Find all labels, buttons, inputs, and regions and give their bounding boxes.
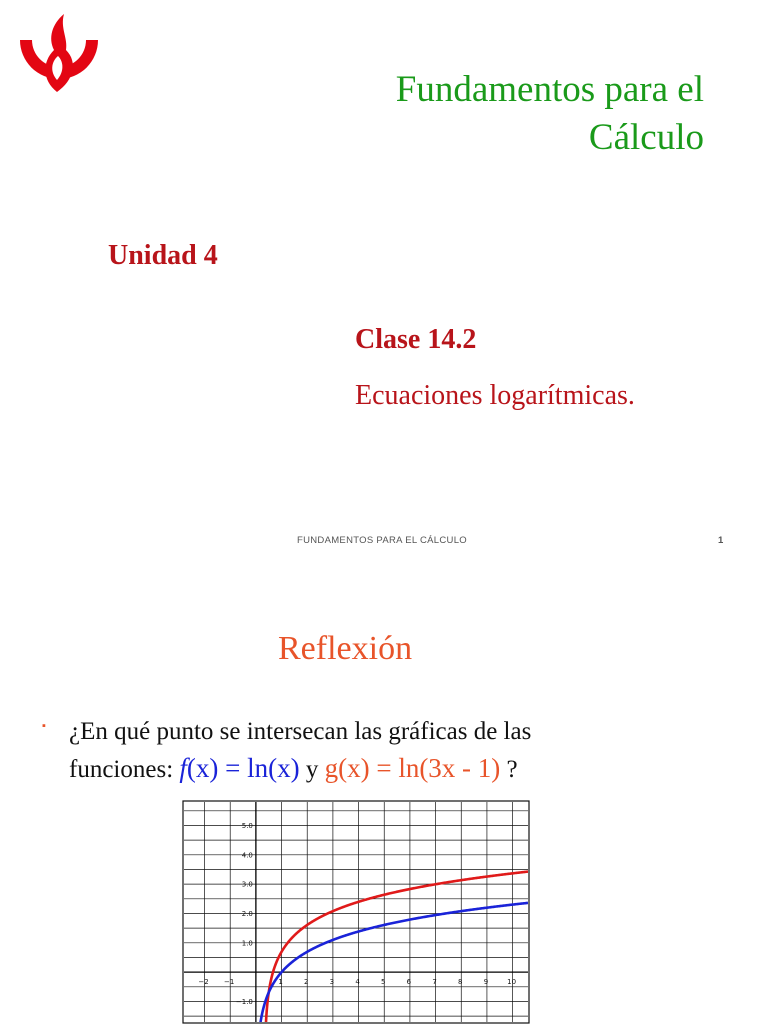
f-function-name: f [179, 753, 187, 783]
question-text [69, 714, 749, 788]
x-tick-label: 1 [278, 978, 283, 987]
f-function-rest: (x) = ln(x) [186, 753, 300, 783]
unit-label: Unidad 4 [108, 240, 218, 271]
x-tick-label: −2 [198, 978, 209, 987]
y-tick-label: 4.0 [241, 851, 253, 860]
x-tick-label: 3 [329, 978, 335, 987]
conjunction: y [305, 756, 319, 783]
x-tick-label: 5 [381, 978, 386, 987]
title-line-1: Fundamentos para el [395, 69, 704, 110]
topic-label: Ecuaciones logarítmicas. [355, 380, 635, 411]
y-tick-label: −1.0 [235, 997, 253, 1006]
plot-frame [183, 801, 529, 1023]
x-tick-label: −1 [224, 978, 235, 987]
page-title [396, 66, 704, 162]
x-tick-label: 10 [507, 978, 517, 987]
question-line-1: ¿En qué punto se intersecan las gráficas de las [69, 718, 532, 745]
x-tick-label: 7 [432, 978, 437, 987]
x-tick-label: 2 [303, 978, 309, 987]
bullet-icon: ▪ [42, 720, 46, 732]
g-function: g(x) = ln(3x - 1) [324, 753, 501, 783]
class-label: Clase 14.2 [355, 324, 477, 355]
x-tick-label: 6 [406, 978, 412, 987]
slide-divider [0, 560, 768, 584]
footer-text: FUNDAMENTOS PARA EL CÁLCULO [297, 535, 467, 546]
x-tick-label: 4 [355, 978, 360, 987]
y-tick-label: 5.0 [241, 821, 253, 830]
function-graph [182, 800, 530, 1024]
upc-logo-icon [12, 10, 106, 102]
y-tick-label: 2.0 [241, 909, 253, 918]
question-end: ? [506, 756, 518, 783]
section-heading: Reflexión [278, 630, 413, 667]
question-prefix: funciones: [69, 756, 174, 783]
x-tick-label: 8 [458, 978, 463, 987]
y-tick-label: 1.0 [241, 939, 253, 948]
title-line-2: Cálculo [588, 117, 704, 158]
question-line-2 [69, 750, 749, 788]
page-number: 1 [718, 535, 724, 546]
y-tick-label: 3.0 [241, 880, 253, 889]
slide-2 [0, 584, 768, 1024]
x-tick-label: 9 [483, 978, 489, 987]
